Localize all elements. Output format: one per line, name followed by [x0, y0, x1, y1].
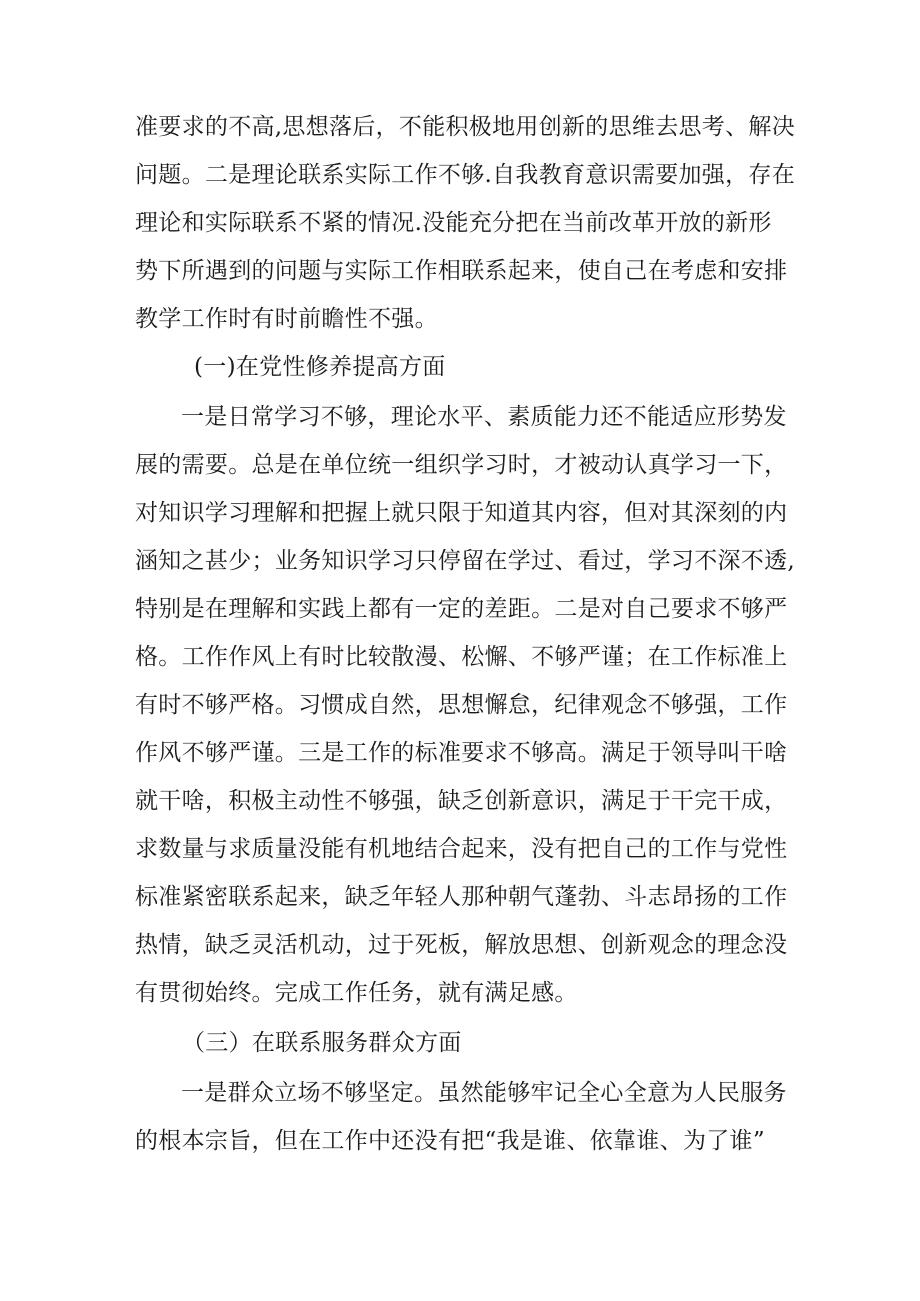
text-line: 标准紧密联系起来，缺乏年轻人那种朝气蓬勃、斗志昂扬的工作	[135, 884, 788, 910]
text-line: 展的需要。总是在单位统一组织学习时，才被动认真学习一下，	[135, 452, 788, 478]
text-line: 作风不够严谨。三是工作的标准要求不够高。满足于领导叫干啥	[135, 740, 788, 766]
text-line: 理论和实际联系不紧的情况.没能充分把在当前改革开放的新形	[135, 210, 772, 236]
text-line: 涵知之甚少；业务知识学习只停留在学过、看过，学习不深不透,	[135, 548, 796, 574]
paragraph-first-line: 一是群众立场不够坚定。虽然能够牢记全心全意为人民服务	[181, 1080, 787, 1106]
text-line: 格。工作作风上有时比较散漫、松懈、不够严谨；在工作标准上	[135, 644, 788, 670]
text-line: 问题。二是理论联系实际工作不够.自我教育意识需要加强，存在	[135, 162, 796, 188]
text-line: 求数量与求质量没能有机地结合起来，没有把自己的工作与党性	[135, 836, 788, 862]
text-line: 准要求的不高,思想落后，不能积极地用创新的思维去思考、解决	[135, 114, 796, 140]
text-line: 对知识学习理解和把握上就只限于知道其内容，但对其深刻的内	[135, 500, 788, 526]
text-line: 有贯彻始终。完成工作任务，就有满足感。	[135, 980, 578, 1006]
text-line: 有时不够严格。习惯成自然，思想懈怠，纪律观念不够强，工作	[135, 692, 788, 718]
text-line: 特别是在理解和实践上都有一定的差距。二是对自己要求不够严	[135, 596, 788, 622]
section-heading: (一)在党性修养提高方面	[194, 354, 446, 380]
text-line: 的根本宗旨，但在工作中还没有把“我是谁、依靠谁、为了谁”	[135, 1128, 765, 1154]
paragraph-first-line: 一是日常学习不够，理论水平、素质能力还不能适应形势发	[181, 404, 787, 430]
text-line: 就干啥，积极主动性不够强，缺乏创新意识，满足于干完干成，	[135, 788, 788, 814]
section-heading: （三）在联系服务群众方面	[182, 1030, 462, 1056]
text-line: 势下所遇到的问题与实际工作相联系起来，使自己在考虑和安排	[135, 258, 788, 284]
text-line: 热情，缺乏灵活机动，过于死板，解放思想、创新观念的理念没	[135, 932, 788, 958]
text-line: 教学工作时有时前瞻性不强。	[135, 306, 438, 332]
